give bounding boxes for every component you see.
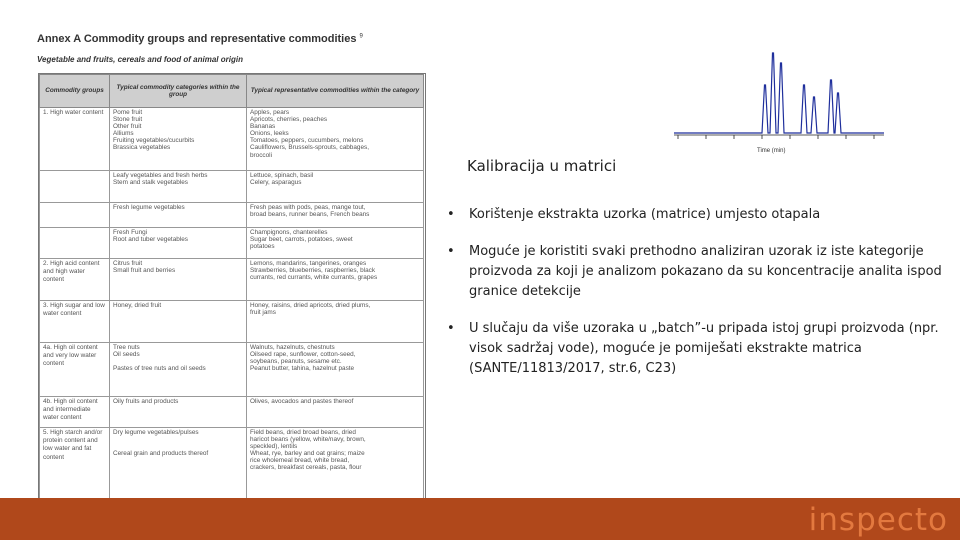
bullet-text: U slučaju da više uzoraka u „batch”-u pripada istoj grupi proizvoda (npr. visok sadržaj vode), moguće je pomiješati ekstrakte matrica (SANTE/11813/2017, str.6, C23)	[469, 321, 939, 376]
table-cell-group: 5. High starch and/or protein content and low water and fat content	[40, 428, 110, 500]
table-cell-commodities: Olives, avocados and pastes thereof	[247, 397, 424, 428]
table-cell-commodities: Lemons, mandarins, tangerines, oranges Strawberries, blueberries, raspberries, black currants, red currants, white currants, grapes	[247, 259, 424, 301]
table-row	[40, 108, 424, 171]
table-row	[40, 203, 424, 228]
bullet-item	[447, 205, 942, 225]
table-cell-group	[40, 228, 110, 259]
bullet-marker: •	[447, 244, 455, 259]
table-cell-group	[40, 171, 110, 203]
table-header-row	[40, 75, 424, 108]
bullet-item	[447, 319, 942, 379]
table-cell-commodities: Lettuce, spinach, basil Celery, asparagus	[247, 171, 424, 203]
table-cell-commodities: Walnuts, hazelnuts, chestnuts Oilseed rape, sunflower, cotton-seed, soybeans, peanuts, sesame etc. Peanut butter, tahina, hazelnut paste	[247, 343, 424, 397]
table-cell-categories: Oily fruits and products	[110, 397, 247, 428]
table-cell-group: 1. High water content	[40, 108, 110, 171]
table-cell-group: 4b. High oil content and intermediate water content	[40, 397, 110, 428]
table-row	[40, 228, 424, 259]
bullet-list	[447, 205, 942, 396]
table-cell-categories: Pome fruit Stone fruit Other fruit Alliums Fruiting vegetables/cucurbits Brassica vegetables	[110, 108, 247, 171]
table-cell-commodities: Fresh peas with pods, peas, mange tout, broad beans, runner beans, French beans	[247, 203, 424, 228]
table-cell-categories: Tree nuts Oil seeds Pastes of tree nuts and oil seeds	[110, 343, 247, 397]
table-cell-categories: Fresh legume vegetables	[110, 203, 247, 228]
table-cell-categories: Citrus fruit Small fruit and berries	[110, 259, 247, 301]
commodity-table	[39, 74, 424, 499]
table-cell-categories: Fresh Fungi Root and tuber vegetables	[110, 228, 247, 259]
header-categories: Typical commodity categories within the group	[110, 75, 247, 108]
bullet-item	[447, 242, 942, 302]
chromatogram-axis-label: Time (min)	[757, 148, 786, 154]
table-cell-categories: Leafy vegetables and fresh herbs Stem and stalk vegetables	[110, 171, 247, 203]
header-representative-commodities: Typical representative commodities within the category	[247, 75, 424, 108]
slide-heading: Kalibracija u matrici	[467, 157, 617, 175]
bullet-text: Moguće je koristiti svaki prethodno analiziran uzorak iz iste kategorije proizvoda za koji je analizom pokazano da su koncentracije analita ispod granice detekcije	[469, 244, 942, 299]
bullet-marker: •	[447, 321, 455, 336]
table-row	[40, 171, 424, 203]
annex-title-text: Annex A Commodity groups and representative commodities	[37, 33, 357, 45]
table-cell-group: 3. High sugar and low water content	[40, 301, 110, 343]
table-cell-categories: Dry legume vegetables/pulses Cereal grain and products thereof	[110, 428, 247, 500]
table-cell-commodities: Field beans, dried broad beans, dried haricot beans (yellow, white/navy, brown, speckled), lentils Wheat, rye, barley and oat grains; maize rice wholemeal bread, white bread, crackers, breakfast cereals, pasta, flour	[247, 428, 424, 500]
table-row	[40, 301, 424, 343]
table-body	[40, 108, 424, 500]
commodity-table-image	[38, 73, 426, 499]
table-cell-commodities: Apples, pears Apricots, cherries, peaches Bananas Onions, leeks Tomatoes, peppers, cucumbers, melons Cauliflowers, Brussels-sprouts, cabbages, broccoli	[247, 108, 424, 171]
table-cell-commodities: Honey, raisins, dried apricots, dried plums, fruit jams	[247, 301, 424, 343]
table-row	[40, 397, 424, 428]
bullet-marker: •	[447, 207, 455, 222]
table-row	[40, 343, 424, 397]
annex-footnote-mark: 9	[359, 33, 363, 40]
table-cell-categories: Honey, dried fruit	[110, 301, 247, 343]
annex-subtitle: Vegetable and fruits, cereals and food of animal origin	[37, 55, 243, 64]
inspecto-logo: inspecto	[808, 502, 948, 538]
chromatogram-ticks	[678, 135, 874, 139]
table-row	[40, 428, 424, 500]
annex-title	[37, 33, 363, 45]
chromatogram-trace	[674, 53, 884, 133]
table-cell-group	[40, 203, 110, 228]
chromatogram	[672, 45, 887, 155]
table-cell-commodities: Champignons, chanterelles Sugar beet, carrots, potatoes, sweet potatoes	[247, 228, 424, 259]
header-commodity-groups: Commodity groups	[40, 75, 110, 108]
table-row	[40, 259, 424, 301]
table-cell-group: 4a. High oil content and very low water content	[40, 343, 110, 397]
bullet-text: Korištenje ekstrakta uzorka (matrice) umjesto otapala	[469, 207, 821, 222]
table-cell-group: 2. High acid content and high water content	[40, 259, 110, 301]
